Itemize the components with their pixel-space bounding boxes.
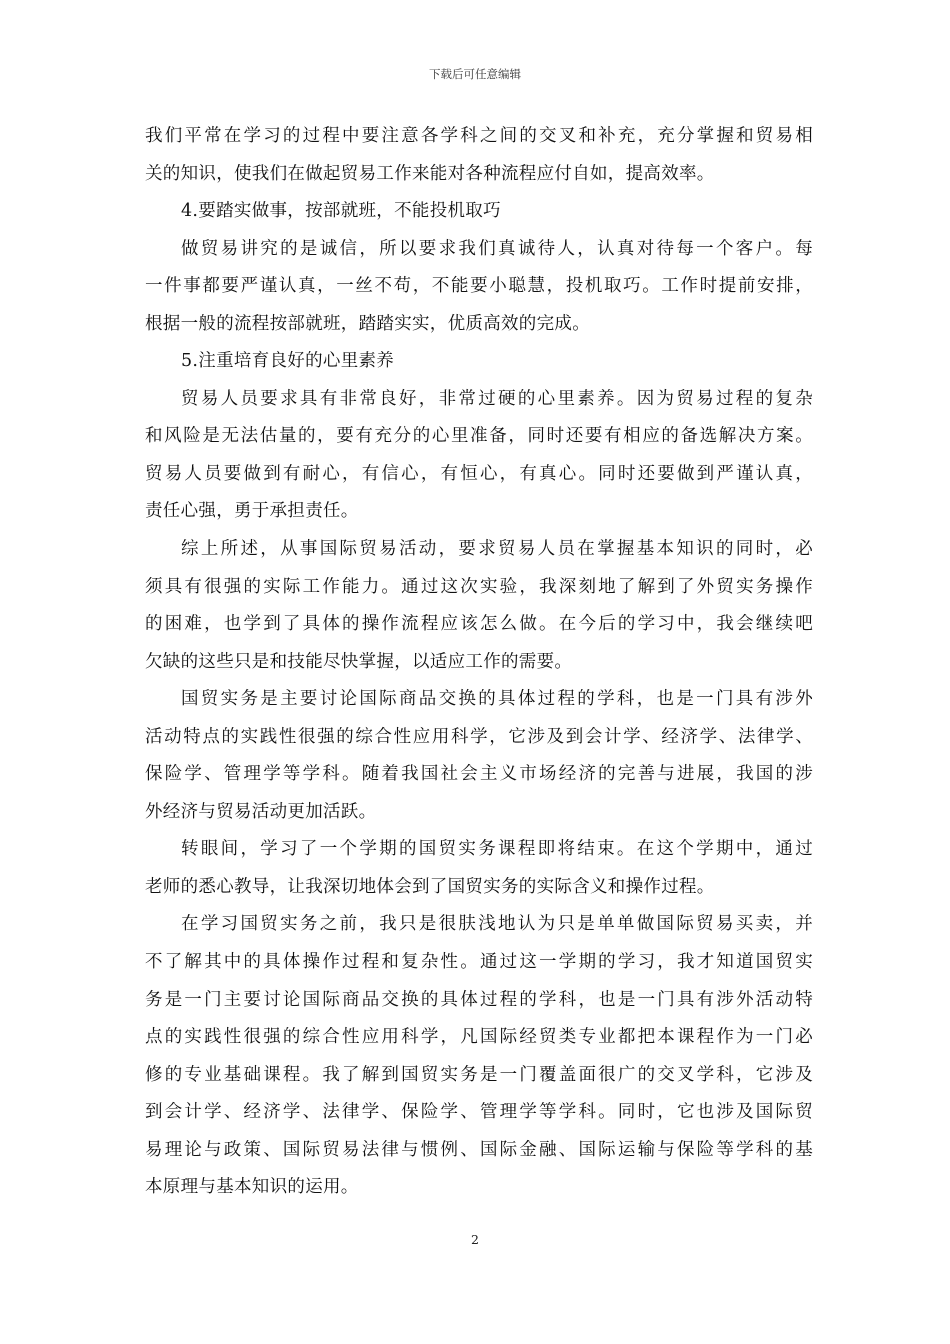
paragraph-line: 责任心强，勇于承担责任。 [145, 501, 359, 522]
paragraph-first-line: 贸易人员要求具有非常良好，非常过硬的心里素养。因为贸易过程的复杂 [181, 388, 813, 409]
paragraph-first-line: 综上所述，从事国际贸易活动，要求贸易人员在掌握基本知识的同时，必 [181, 539, 813, 560]
paragraph-first-line: 5.注重培育良好的心里素养 [181, 351, 395, 372]
paragraph-line: 活动特点的实践性很强的综合性应用科学，它涉及到会计学、经济学、法律学、 [145, 726, 813, 747]
paragraph-line: 和风险是无法估量的，要有充分的心里准备，同时还要有相应的备选解决方案。 [145, 426, 813, 447]
paragraph-line: 不了解其中的具体操作过程和复杂性。通过这一学期的学习，我才知道国贸实 [145, 952, 813, 973]
paragraph-line: 老师的悉心教导，让我深切地体会到了国贸实务的实际含义和操作过程。 [145, 876, 715, 897]
paragraph-line: 根据一般的流程按部就班，踏踏实实，优质高效的完成。 [145, 313, 590, 334]
paragraph-line: 欠缺的这些只是和技能尽快掌握，以适应工作的需要。 [145, 651, 573, 672]
paragraph-first-line: 在学习国贸实务之前，我只是很肤浅地认为只是单单做国际贸易买卖，并 [181, 914, 813, 935]
paragraph-line: 易理论与政策、国际贸易法律与惯例、国际金融、国际运输与保险等学科的基 [145, 1139, 813, 1160]
paragraph-first-line: 转眼间，学习了一个学期的国贸实务课程即将结束。在这个学期中，通过 [181, 839, 813, 860]
paragraph-line: 修的专业基础课程。我了解到国贸实务是一门覆盖面很广的交叉学科，它涉及 [145, 1064, 813, 1085]
paragraph-line: 务是一门主要讨论国际商品交换的具体过程的学科，也是一门具有涉外活动特 [145, 989, 813, 1010]
paragraph-line: 的困难，也学到了具体的操作流程应该怎么做。在今后的学习中，我会继续吧 [145, 614, 813, 635]
paragraph-line: 一件事都要严谨认真，一丝不苟，不能要小聪慧，投机取巧。工作时提前安排， [145, 276, 813, 297]
paragraph-line: 点的实践性很强的综合性应用科学，凡国际经贸类专业都把本课程作为一门必 [145, 1027, 813, 1048]
paragraph-line: 关的知识，使我们在做起贸易工作来能对各种流程应付自如，提高效率。 [145, 163, 715, 184]
paragraph-first-line: 做贸易讲究的是诚信，所以要求我们真诚待人，认真对待每一个客户。每 [181, 238, 813, 259]
document-body [145, 118, 813, 1207]
paragraph-first-line: 国贸实务是主要讨论国际商品交换的具体过程的学科，也是一门具有涉外 [181, 689, 813, 710]
page-number: 2 [471, 1232, 479, 1247]
page-header: 下载后可任意编辑 [429, 67, 521, 81]
paragraph-line: 本原理与基本知识的运用。 [145, 1177, 359, 1198]
paragraph-first-line: 4.要踏实做事，按部就班，不能投机取巧 [181, 201, 501, 222]
paragraph-line: 到会计学、经济学、法律学、保险学、管理学等学科。同时，它也涉及国际贸 [145, 1102, 813, 1123]
paragraph-line: 贸易人员要做到有耐心，有信心，有恒心，有真心。同时还要做到严谨认真， [145, 463, 813, 484]
paragraph-line: 我们平常在学习的过程中要注意各学科之间的交叉和补充，充分掌握和贸易相 [145, 126, 813, 146]
paragraph-line: 须具有很强的实际工作能力。通过这次实验，我深刻地了解到了外贸实务操作 [145, 576, 813, 597]
paragraph-line: 外经济与贸易活动更加活跃。 [145, 801, 377, 822]
paragraph-line: 保险学、管理学等学科。随着我国社会主义市场经济的完善与进展，我国的涉 [145, 764, 813, 785]
